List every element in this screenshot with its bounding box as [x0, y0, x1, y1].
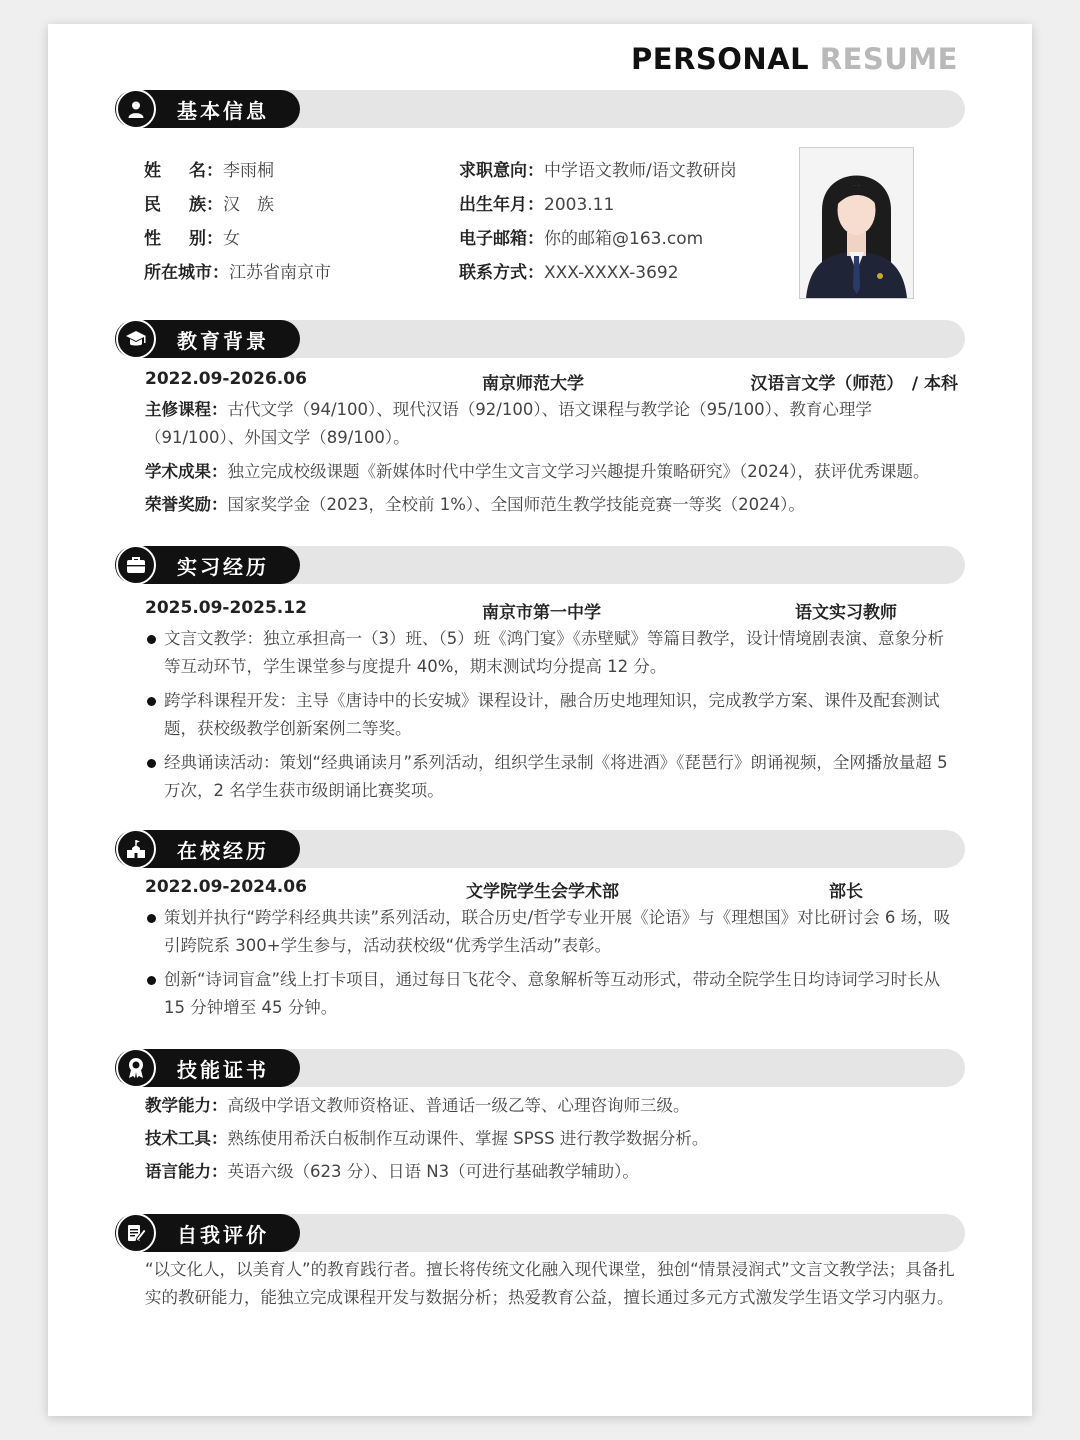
info-name: 姓名：李雨桐 — [144, 161, 274, 181]
section-title-basic-info: 基本信息 — [177, 99, 269, 123]
resume-title — [631, 42, 958, 76]
graduation-cap-icon — [116, 319, 156, 359]
internship-role: 语文实习教师 — [795, 603, 897, 623]
internship-bullet: 跨学科课程开发：主导《唐诗中的长安城》课程设计，融合历史地理知识，完成教学方案、课件及配套测试题，获校级教学创新案例二等奖。 — [145, 687, 960, 743]
internship-bullet: 文言文教学：独立承担高一（3）班、（5）班《鸿门宴》《赤壁赋》等篇目教学，设计情境剧表演、意象分析等互动环节，学生课堂参与度提升 40%，期末测试均分提高 12 分。 — [145, 625, 960, 681]
education-major: 汉语言文学（师范） / 本科 — [750, 374, 958, 394]
education-courses: 主修课程：古代文学（94/100）、现代汉语（92/100）、语文课程与教学论（95/100）、教育心理学（91/100）、外国文学（89/100）。 — [145, 400, 872, 447]
section-header-education — [115, 320, 965, 358]
title-resume: RESUME — [819, 42, 958, 76]
title-personal: PERSONAL — [631, 42, 810, 76]
section-header-self-eval — [115, 1214, 965, 1252]
education-school: 南京师范大学 — [482, 374, 584, 394]
section-title-education: 教育背景 — [177, 329, 269, 353]
education-period: 2022.09-2026.06 — [145, 369, 307, 389]
campus-bullet: 创新“诗词盲盒”线上打卡项目，通过每日飞花令、意象解析等互动形式，带动全院学生日均诗词学习时长从 15 分钟增至 45 分钟。 — [145, 966, 960, 1022]
skills-teaching: 教学能力：高级中学语文教师资格证、普通话一级乙等、心理咨询师三级。 — [145, 1096, 690, 1115]
education-entry-header — [145, 369, 958, 395]
info-gender: 性别：女 — [144, 229, 240, 249]
info-birth: 出生年月：2003.11 — [459, 195, 615, 215]
section-header-campus — [115, 830, 965, 868]
section-header-internship — [115, 546, 965, 584]
info-job-target: 求职意向：中学语文教师/语文教研岗 — [459, 161, 737, 181]
edit-note-icon — [116, 1213, 156, 1253]
section-title-skills: 技能证书 — [177, 1058, 269, 1082]
section-title-campus: 在校经历 — [177, 839, 269, 863]
info-city: 所在城市：江苏省南京市 — [144, 263, 331, 283]
person-icon — [116, 89, 156, 129]
campus-role: 部长 — [829, 882, 863, 902]
section-title-internship: 实习经历 — [177, 555, 269, 579]
section-header-skills — [115, 1049, 965, 1087]
campus-bullet: 策划并执行“跨学科经典共读”系列活动，联合历史/哲学专业开展《论语》与《理想国》对比研讨会 6 场，吸引跨院系 300+学生参与，活动获校级“优秀学生活动”表彰。 — [145, 904, 960, 960]
campus-entry-header — [145, 877, 958, 903]
self-eval-text: “以文化人，以美育人”的教育践行者。擅长将传统文化融入现代课堂，独创“情景浸润式”文言文教学法；具备扎实的教研能力，能独立完成课程开发与数据分析；热爱教育公益，擅长通过多元方式激发学生语文学习内驱力。 — [145, 1260, 955, 1307]
section-header-basic-info — [115, 90, 965, 128]
skills-language: 语言能力：英语六级（623 分）、日语 N3（可进行基础教学辅助）。 — [145, 1162, 639, 1181]
internship-period: 2025.09-2025.12 — [145, 598, 307, 618]
info-phone: 联系方式：XXX-XXXX-3692 — [459, 263, 679, 283]
info-email: 电子邮箱：你的邮箱@163.com — [459, 229, 704, 249]
campus-period: 2022.09-2024.06 — [145, 877, 307, 897]
resume-page — [48, 24, 1032, 1416]
award-icon — [116, 1048, 156, 1088]
school-building-icon — [116, 829, 156, 869]
section-title-self-eval: 自我评价 — [177, 1223, 269, 1247]
briefcase-icon — [116, 545, 156, 585]
internship-bullet: 经典诵读活动：策划“经典诵读月”系列活动，组织学生录制《将进酒》《琵琶行》朗诵视频，全网播放量超 5 万次，2 名学生获市级朗诵比赛奖项。 — [145, 749, 960, 805]
internship-entry-header — [145, 598, 958, 624]
skills-tools: 技术工具：熟练使用希沃白板制作互动课件、掌握 SPSS 进行教学数据分析。 — [145, 1129, 709, 1148]
profile-photo — [799, 147, 914, 299]
education-honors: 荣誉奖励：国家奖学金（2023，全校前 1%）、全国师范生教学技能竞赛一等奖（2024）。 — [145, 495, 805, 514]
info-ethnicity: 民族：汉 族 — [144, 195, 274, 215]
campus-org: 文学院学生会学术部 — [466, 882, 619, 902]
internship-org: 南京市第一中学 — [482, 603, 601, 623]
education-research: 学术成果：独立完成校级课题《新媒体时代中学生文言文学习兴趣提升策略研究》（2024），获评优秀课题。 — [145, 462, 930, 481]
